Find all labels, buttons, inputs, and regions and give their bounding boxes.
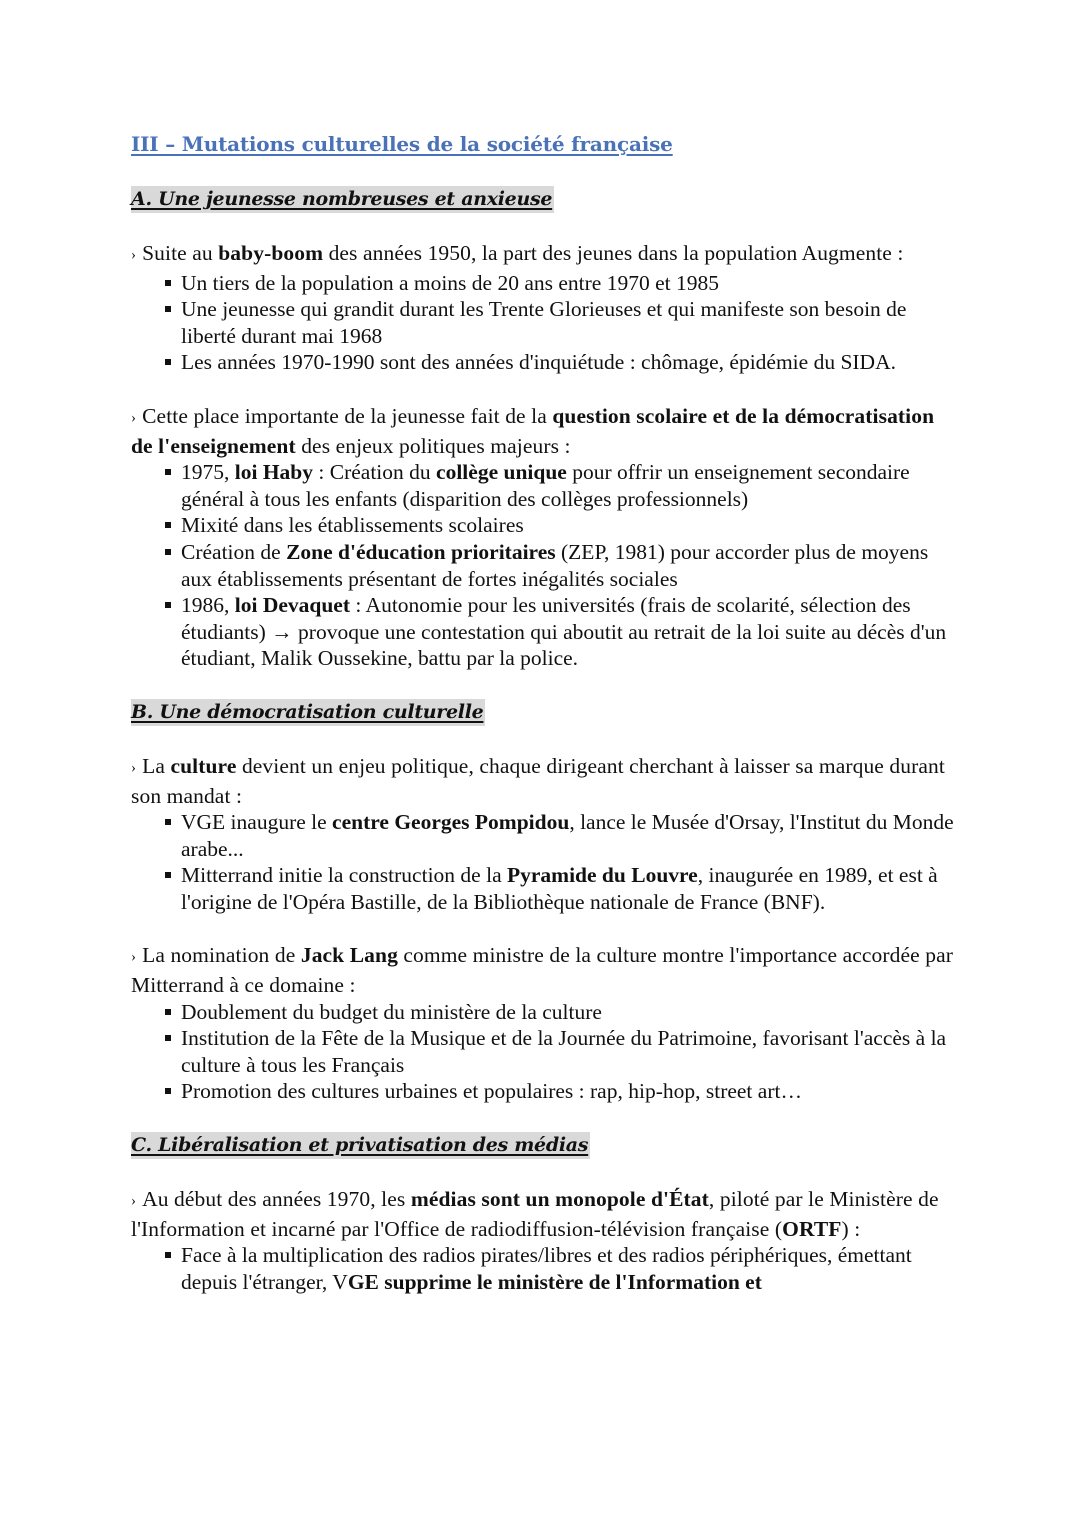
list-item: Institution de la Fête de la Musique et de la Journée du Patrimoine, favorisant l'accès à la culture à tous les Français [165, 1025, 961, 1078]
list-item: Promotion des cultures urbaines et populaires : rap, hip-hop, street art… [165, 1078, 961, 1105]
document-page [131, 128, 961, 1295]
list-item: Mixité dans les établissements scolaires [165, 512, 961, 539]
square-bullet-icon [165, 280, 171, 286]
arrow-marker-icon: › [131, 247, 137, 263]
paragraph-intro: › Suite au baby-boom des années 1950, la part des jeunes dans la population Augmente : [131, 241, 904, 265]
section-heading-c: C. Libéralisation et privatisation des médias [131, 1132, 590, 1159]
square-bullet-icon [165, 1009, 171, 1015]
list-item: Les années 1970-1990 sont des années d'inquiétude : chômage, épidémie du SIDA. [165, 349, 961, 376]
square-bullet-icon [165, 1088, 171, 1094]
paragraph-intro: › Au début des années 1970, les médias sont un monopole d'État, piloté par le Ministère de l'Information et incarné par l'Office de radiodiffusion-télévision française (ORTF) : [131, 1187, 939, 1241]
paragraph-intro: › La culture devient un enjeu politique, chaque dirigeant cherchant à laisser sa marque durant son mandat : [131, 753, 945, 808]
section-heading-a: A. Une jeunesse nombreuses et anxieuse [131, 186, 554, 213]
arrow-marker-icon: › [131, 759, 137, 776]
section-a [131, 186, 961, 672]
list-item: Face à la multiplication des radios pirates/libres et des radios périphériques, émettant depuis l'étranger, VGE supprime le ministère de l'Information et [165, 1242, 961, 1295]
list-item: VGE inaugure le centre Georges Pompidou, lance le Musée d'Orsay, l'Institut du Monde arabe... [165, 809, 961, 862]
square-bullet-icon [165, 306, 171, 312]
square-bullet-icon [165, 602, 171, 608]
section-b [131, 699, 961, 1105]
paragraph-intro: › Cette place importante de la jeunesse fait de la question scolaire et de la démocratisation de l'enseignement des enjeux politiques majeurs : [131, 403, 935, 458]
paragraph-intro: › La nomination de Jack Lang comme ministre de la culture montre l'importance accordée par Mitterrand à ce domaine : [131, 943, 954, 998]
list-item: Mitterrand initie la construction de la Pyramide du Louvre, inaugurée en 1989, et est à l'origine de l'Opéra Bastille, de la Bibliothèque nationale de France (BNF). [165, 862, 961, 915]
bullet-list [131, 459, 961, 672]
arrow-marker-icon: › [131, 1193, 137, 1210]
section-c [131, 1132, 961, 1295]
square-bullet-icon [165, 469, 171, 475]
list-item: Une jeunesse qui grandit durant les Trente Glorieuses et qui manifeste son besoin de liberté durant mai 1968 [165, 296, 961, 349]
bullet-list [131, 809, 961, 915]
list-item: Un tiers de la population a moins de 20 ans entre 1970 et 1985 [165, 270, 961, 297]
list-item: Doublement du budget du ministère de la culture [165, 999, 961, 1026]
arrow-marker-icon: › [131, 409, 137, 426]
square-bullet-icon [165, 549, 171, 555]
arrow-marker-icon: › [131, 949, 137, 966]
square-bullet-icon [165, 872, 171, 878]
list-item: 1986, loi Devaquet : Autonomie pour les universités (frais de scolarité, sélection des étudiants) → provoque une contestation qui aboutit au retrait de la loi suite au décès d'un étudiant, Malik Oussekine, battu par la police. [165, 592, 961, 672]
list-item: Création de Zone d'éducation prioritaires (ZEP, 1981) pour accorder plus de moyens aux établissements présentant de fortes inégalités sociales [165, 539, 961, 592]
document-title: III – Mutations culturelles de la société française [131, 132, 673, 156]
square-bullet-icon [165, 819, 171, 825]
square-bullet-icon [165, 1035, 171, 1041]
square-bullet-icon [165, 1252, 171, 1258]
square-bullet-icon [165, 522, 171, 528]
bullet-list [131, 1242, 961, 1295]
bullet-list [131, 999, 961, 1105]
square-bullet-icon [165, 359, 171, 365]
list-item: 1975, loi Haby : Création du collège unique pour offrir un enseignement secondaire général à tous les enfants (disparition des collèges professionnels) [165, 459, 961, 512]
section-heading-b: B. Une démocratisation culturelle [131, 699, 485, 726]
bullet-list [131, 270, 961, 376]
